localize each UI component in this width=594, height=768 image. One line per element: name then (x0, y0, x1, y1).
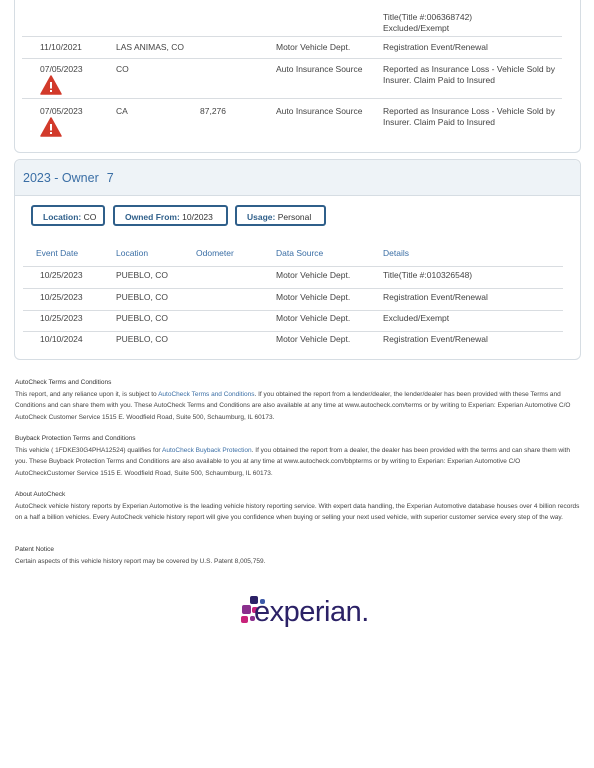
details: Reported as Insurance Loss - Vehicle Sold by Insurer. Claim Paid to Insured (383, 64, 555, 85)
table-row (23, 331, 563, 352)
details: Registration Event/Renewal (383, 292, 488, 302)
location: CA (116, 106, 128, 116)
buyback-text-part: This vehicle ( 1FDKE30G4PHA12524) qualifies for (15, 446, 163, 454)
table-header (23, 248, 563, 267)
pill-value: Personal (277, 212, 312, 222)
details: Registration Event/Renewal (383, 334, 488, 344)
header-location: Location (116, 248, 149, 258)
event-date: 10/25/2023 (40, 292, 83, 302)
location-pill[interactable] (31, 205, 105, 226)
data-source: Motor Vehicle Dept. (276, 334, 351, 344)
data-source: Auto Insurance Source (276, 106, 363, 116)
pill-label: Owned From: (125, 212, 180, 222)
header-data-source: Data Source (276, 248, 324, 258)
details-cell: Title(Title #:006368742) Excluded/Exempt (383, 12, 473, 33)
data-source: Auto Insurance Source (276, 64, 363, 74)
about-section (15, 489, 580, 524)
details: Excluded/Exempt (383, 313, 450, 323)
event-date: 10/25/2023 (40, 313, 83, 323)
event-date: 11/10/2021 (40, 42, 82, 52)
event-date: 10/25/2023 (40, 270, 83, 280)
table-row (22, 42, 562, 59)
data-source: Motor Vehicle Dept. (276, 313, 351, 323)
buyback-text (15, 445, 580, 480)
details: Title(Title #:010326548) (383, 270, 473, 280)
details: Reported as Insurance Loss - Vehicle Sold by Insurer. Claim Paid to Insured (383, 106, 555, 127)
logo-dot (241, 616, 248, 623)
owner-number: 7 (106, 171, 114, 185)
data-source: Motor Vehicle Dept. (276, 292, 351, 302)
about-text: AutoCheck vehicle history reports by Experian Automotive is the leading vehicle history reporting service. With expert data handling, the Experian Automotive database houses over 4 billion records on a half a billion vehicles. Every AutoCheck vehicle history report will give you confidence when buying or selling your next used vehicle, with superior customer service every step of the way. (15, 502, 580, 521)
location: PUEBLO, CO (116, 270, 168, 280)
owner-card-header (15, 160, 580, 196)
table-row (22, 64, 562, 99)
buyback-section (15, 433, 580, 479)
row-divider (22, 14, 562, 37)
location: LAS ANIMAS, CO (116, 42, 185, 52)
terms-text-part: . If you obtained the report from a lender/dealer, the lender/dealer has been provided with these Terms and Conditions and can share them with you. These AutoCheck Terms and Conditions are also available at any time at www.autocheck.com/terms or by writing to Experian: Experian Automotive C/O AutoCheck Customer Service 1515 E. Woodfield Road, Suite 500, Schaumburg, IL 60173. (15, 390, 571, 421)
terms-text-part: This report, and any reliance upon it, is subject to (15, 390, 159, 398)
terms-title: AutoCheck Terms and Conditions (15, 379, 112, 386)
logo-dot (242, 605, 251, 614)
header-event-date: Event Date (36, 248, 79, 258)
warning-icon (40, 117, 62, 137)
table-row (23, 310, 563, 332)
about-title: About AutoCheck (15, 491, 66, 498)
location: PUEBLO, CO (116, 334, 168, 344)
location: CO (116, 64, 129, 74)
buyback-text-part: . If you obtained the report from a dealer, the dealer has been provided with the terms and can share them with you. These Buyback Protection Terms and Conditions are also available to you at any time at www.autocheck.com/bbpterms or by writing to Experian: Experian Automotive C/O AutoCheckCustomer Service 1515 E. Woodfield Road, Suite 500, Schaumburg, IL 60173. (15, 446, 570, 477)
location: PUEBLO, CO (116, 292, 168, 302)
pill-label: Location: (43, 212, 82, 222)
owner-title (23, 171, 114, 185)
usage-pill[interactable] (235, 205, 326, 226)
owner-year-label: 2023 - Owner (23, 171, 99, 185)
event-date: 07/05/2023 (40, 64, 83, 74)
pill-value: 10/2023 (182, 212, 213, 222)
table-row (23, 267, 563, 289)
owned-from-pill[interactable] (113, 205, 228, 226)
data-source: Motor Vehicle Dept. (276, 270, 351, 280)
pill-value: CO (83, 212, 97, 222)
owner-card (14, 159, 581, 360)
terms-text (15, 389, 580, 424)
table-row (22, 106, 562, 140)
patent-section (15, 544, 580, 567)
patent-title: Patent Notice (15, 546, 55, 553)
buyback-link[interactable]: AutoCheck Buyback Protection (162, 446, 252, 454)
event-date: 07/05/2023 (40, 106, 83, 116)
experian-logo (238, 594, 369, 636)
logo-wordmark: experian. (254, 596, 369, 628)
terms-section (15, 377, 580, 423)
header-odometer: Odometer (196, 248, 234, 258)
data-source: Motor Vehicle Dept. (276, 42, 351, 52)
patent-text: Certain aspects of this vehicle history report may be covered by U.S. Patent 8,005,759. (15, 557, 266, 565)
details: Registration Event/Renewal (383, 42, 488, 52)
event-date: 10/10/2024 (40, 334, 83, 344)
terms-link[interactable]: AutoCheck Terms and Conditions (158, 390, 255, 398)
buyback-title: Buyback Protection Terms and Conditions (15, 435, 136, 442)
pill-label: Usage: (247, 212, 276, 222)
warning-icon (40, 75, 62, 95)
table-row (23, 289, 563, 311)
odometer: 87,276 (200, 106, 226, 116)
location: PUEBLO, CO (116, 313, 168, 323)
header-details: Details (383, 248, 409, 258)
